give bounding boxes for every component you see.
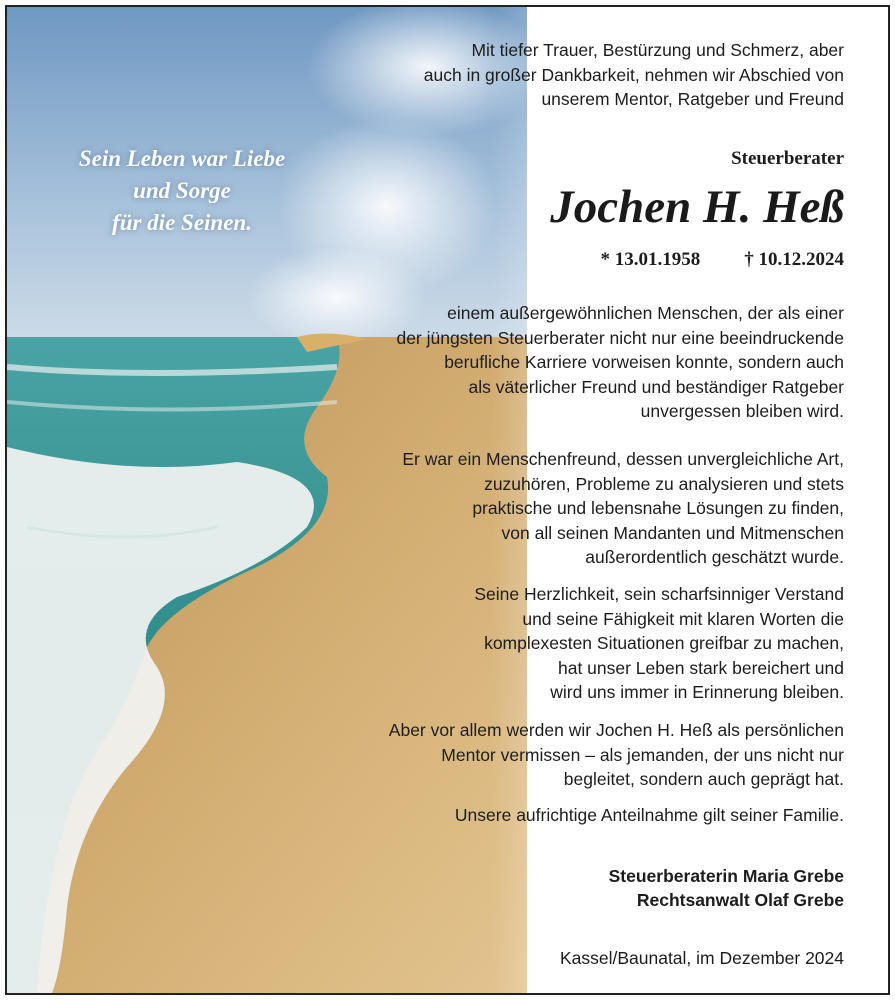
intro-text — [424, 38, 844, 112]
text-line: wird uns immer in Erinnerung bleiben. — [550, 682, 844, 702]
deceased-name: Jochen H. Heß — [550, 181, 844, 233]
text-line: unvergessen bleiben wird. — [640, 401, 844, 421]
paragraph-3 — [474, 582, 844, 705]
text-line: Aber vor allem werden wir Jochen H. Heß als persönlichen — [388, 720, 844, 740]
text-line: Mentor vermissen – als jemanden, der uns nicht nur — [441, 744, 844, 765]
quote-line: Sein Leben war Liebe — [78, 146, 286, 171]
life-dates — [601, 249, 845, 271]
text-line: außerordentlich geschätzt wurde. — [585, 547, 844, 567]
text-line: als väterlicher Freund und beständiger Ratgeber — [468, 376, 844, 397]
text-line: einem außergewöhnlichen Menschen, der als einer — [447, 303, 844, 323]
paragraph-4 — [389, 718, 844, 792]
text-line: hat unser Leben stark bereichert und — [557, 657, 844, 678]
signer-name: Steuerberaterin Maria Grebe — [608, 866, 844, 886]
death-date: † 10.12.2024 — [744, 249, 844, 270]
text-line: Er war ein Menschenfreund, dessen unvergleichliche Art, — [402, 449, 844, 469]
text-line: Unsere aufrichtige Anteilnahme gilt seiner Familie. — [454, 805, 844, 825]
text-line: Mit tiefer Trauer, Bestürzung und Schmerz, aber — [471, 40, 844, 60]
paragraph-2 — [402, 447, 844, 570]
deceased-title: Steuerberater — [731, 148, 844, 169]
place-and-date: Kassel/Baunatal, im Dezember 2024 — [559, 948, 844, 968]
signers — [609, 864, 844, 912]
text-line: unserem Mentor, Ratgeber und Freund — [541, 89, 844, 109]
quote-line: für die Seinen. — [112, 210, 252, 235]
text-line: zuzuhören, Probleme zu analysieren und stets — [484, 473, 844, 494]
birth-date: * 13.01.1958 — [600, 249, 701, 270]
text-line: auch in großer Dankbarkeit, nehmen wir Abschied von — [423, 64, 844, 85]
quote-line: und Sorge — [133, 178, 231, 203]
paragraph-5 — [455, 803, 844, 828]
text-line: komplexesten Situationen greifbar zu machen, — [484, 633, 844, 653]
text-line: der jüngsten Steuerberater nicht nur eine beeindruckende — [396, 327, 844, 348]
paragraph-1 — [396, 301, 844, 424]
text-line: von all seinen Mandanten und Mitmenschen — [501, 522, 844, 543]
memorial-quote — [37, 143, 327, 239]
signer-name: Rechtsanwalt Olaf Grebe — [636, 890, 844, 910]
text-line: und seine Fähigkeit mit klaren Worten die — [522, 608, 844, 629]
text-line: begleitet, sondern auch geprägt hat. — [563, 769, 844, 789]
obituary-frame — [5, 5, 890, 995]
text-line: berufliche Karriere vorweisen konnte, sondern auch — [444, 352, 844, 372]
text-line: Seine Herzlichkeit, sein scharfsinniger Verstand — [474, 584, 844, 604]
text-line: praktische und lebensnahe Lösungen zu finden, — [472, 498, 844, 518]
